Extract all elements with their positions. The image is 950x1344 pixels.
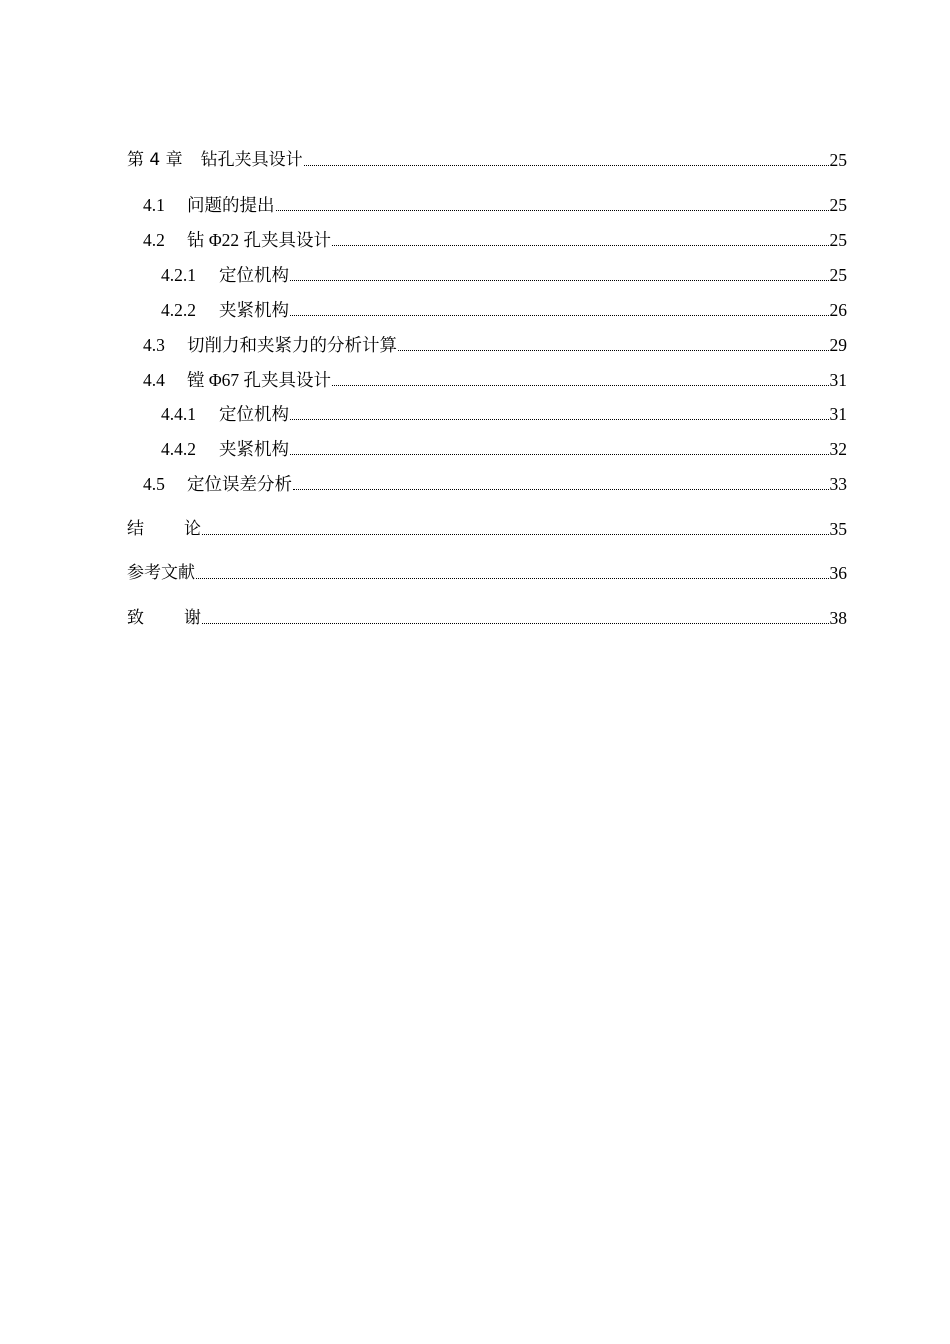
toc-entry-title: 钻孔夹具设计 (200, 150, 303, 170)
toc-entry-title: 切削力和夹紧力的分析计算 (187, 335, 397, 355)
toc-entry-page: 26 (829, 300, 847, 320)
toc-entry-title: 参考文献 (127, 563, 195, 583)
dot-leader (332, 244, 828, 246)
toc-entry-title: 结论 (127, 519, 241, 539)
dot-leader (196, 577, 829, 579)
toc-entry-4-4[interactable] (127, 365, 847, 391)
toc-entry-page: 36 (829, 563, 847, 583)
toc-entry-page: 33 (829, 474, 847, 494)
toc-entry-number: 4.4.2 (161, 439, 196, 459)
toc-entry-4-4-1[interactable] (127, 399, 847, 425)
dot-leader (290, 314, 829, 316)
toc-entry-references[interactable] (127, 558, 847, 584)
toc-entry-title: 定位机构 (219, 404, 289, 424)
toc-entry-acknowledgements[interactable] (127, 603, 847, 629)
toc-entry-number: 4.2 (143, 230, 165, 250)
dot-leader (290, 279, 829, 281)
toc-entry-title: 致谢 (127, 608, 241, 628)
toc-entry-4-3[interactable] (127, 330, 847, 356)
dot-leader (290, 418, 829, 420)
toc-entry-4-2-1[interactable] (127, 260, 847, 286)
toc-entry-title: 定位误差分析 (187, 474, 292, 494)
toc-entry-page: 31 (829, 404, 847, 424)
toc-entry-4-2-2[interactable] (127, 295, 847, 321)
toc-entry-page: 32 (829, 439, 847, 459)
toc-entry-title: 夹紧机构 (219, 300, 289, 320)
dot-leader (304, 164, 829, 166)
toc-entry-page: 25 (829, 195, 847, 215)
toc-entry-page: 25 (829, 265, 847, 285)
dot-leader (290, 453, 829, 455)
toc-entry-4-5[interactable] (127, 469, 847, 495)
toc-entry-title: 问题的提出 (187, 195, 275, 215)
toc-entry-page: 35 (829, 519, 847, 539)
toc-entry-title: 定位机构 (219, 265, 289, 285)
toc-entry-title: 镗 Φ67 孔夹具设计 (187, 370, 332, 390)
toc-entry-number: 4.2.1 (161, 265, 196, 285)
toc-entry-page: 31 (829, 370, 847, 390)
dot-leader (276, 209, 829, 211)
dot-leader (332, 384, 828, 386)
toc-entry-title: 夹紧机构 (219, 439, 289, 459)
toc-entry-number: 4.5 (143, 474, 165, 494)
dot-leader (293, 488, 829, 490)
toc-entry-conclusion[interactable] (127, 514, 847, 540)
toc-entry-4-2[interactable] (127, 225, 847, 251)
toc-entry-page: 25 (829, 150, 847, 170)
toc-entry-number: 4.3 (143, 335, 165, 355)
toc-entry-4-1[interactable] (127, 190, 847, 216)
toc-entry-number: 第 4 章 (127, 150, 183, 170)
toc-entry-page: 29 (829, 335, 847, 355)
toc-entry-page: 25 (829, 230, 847, 250)
toc-entry-number: 4.4.1 (161, 404, 196, 424)
toc-entry-page: 38 (829, 608, 847, 628)
toc-entry-title: 钻 Φ22 孔夹具设计 (187, 230, 332, 250)
dot-leader (202, 533, 829, 535)
toc-entry-number: 4.4 (143, 370, 165, 390)
toc-entry-chapter-4[interactable] (127, 145, 847, 171)
dot-leader (202, 622, 829, 624)
toc-entry-4-4-2[interactable] (127, 434, 847, 460)
toc-entry-number: 4.2.2 (161, 300, 196, 320)
dot-leader (398, 349, 829, 351)
toc-entry-number: 4.1 (143, 195, 165, 215)
